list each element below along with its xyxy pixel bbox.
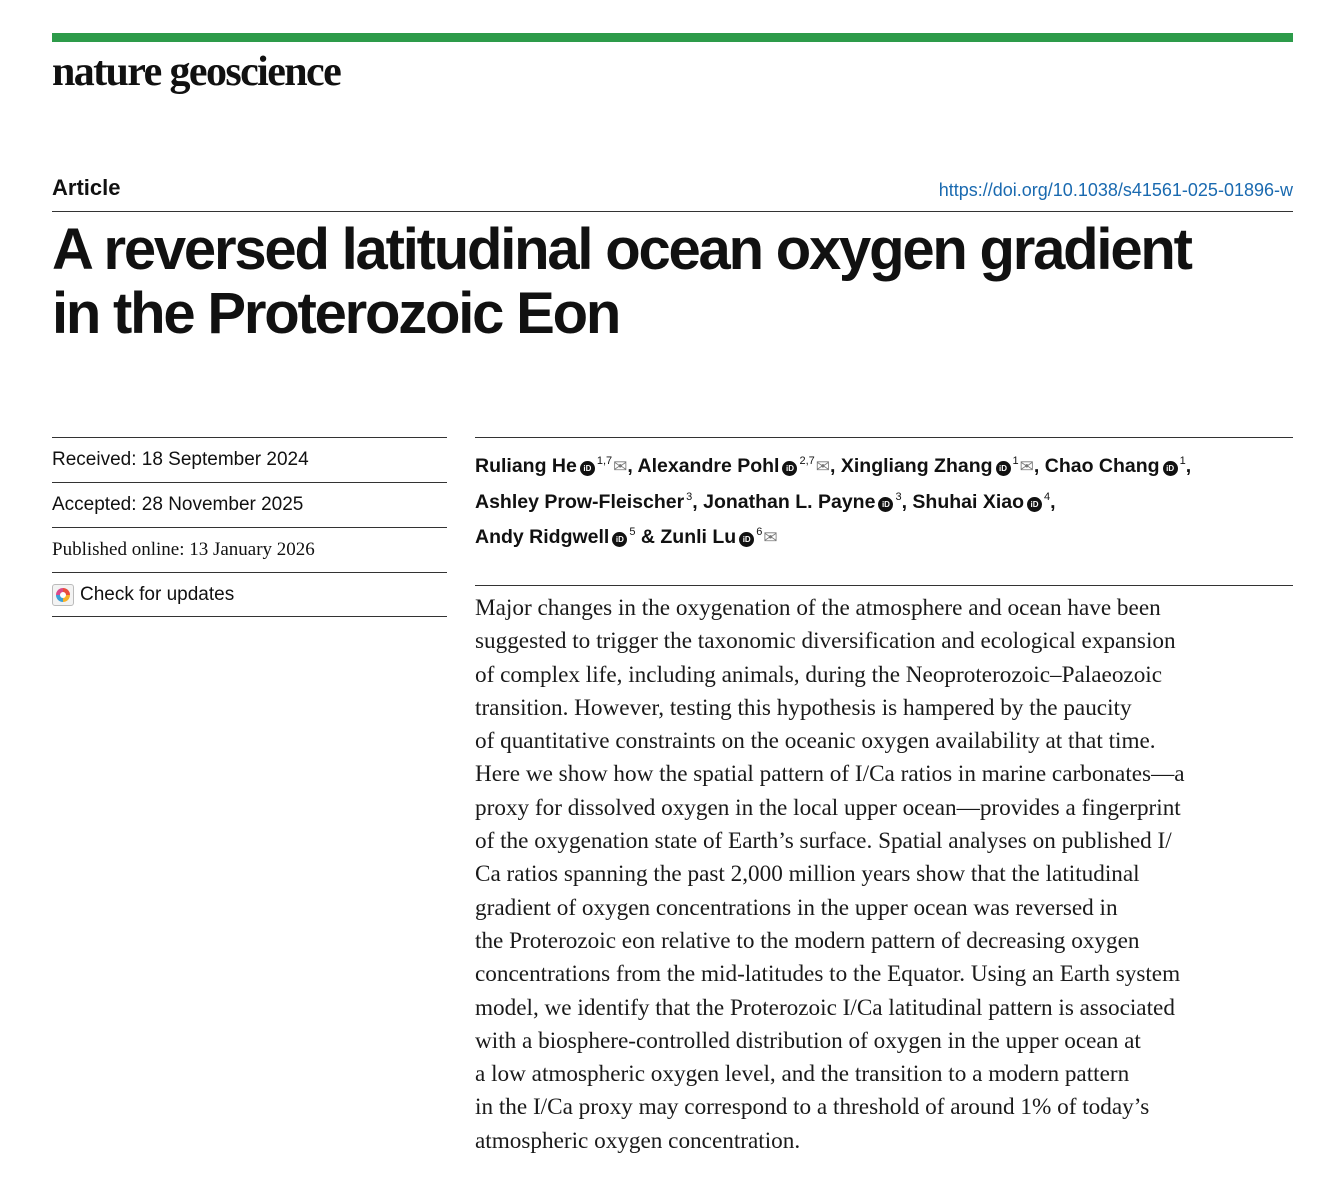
- author-separator: &: [635, 526, 661, 548]
- author-entry: [638, 455, 831, 477]
- author-separator: ,: [901, 491, 913, 513]
- title-line-2: in the Proterozoic Eon: [52, 281, 620, 346]
- author-name[interactable]: Ashley Prow-Fleischer: [475, 491, 685, 513]
- author-entry: [912, 491, 1050, 513]
- abstract-line: proxy for dissolved oxygen in the local upper ocean—provides a fingerprint: [475, 794, 1181, 821]
- author-list: [475, 446, 1305, 553]
- journal-name[interactable]: nature geoscience: [52, 49, 341, 95]
- author-entry: [841, 455, 1034, 477]
- abstract-line: suggested to trigger the taxonomic diversification and ecological expansion: [475, 628, 1176, 655]
- abstract-line: in the I/Ca proxy may correspond to a threshold of around 1% of today’s: [475, 1094, 1150, 1121]
- abstract-line: concentrations from the mid-latitudes to the Equator. Using an Earth system: [475, 961, 1181, 988]
- abstract-line: transition. However, testing this hypothesis is hampered by the paucity: [475, 694, 1132, 721]
- received-date: Received: 18 September 2024: [52, 437, 447, 482]
- abstract-divider: [475, 585, 1293, 586]
- orcid-icon[interactable]: iD: [878, 497, 893, 512]
- author-entry: [1045, 455, 1186, 477]
- abstract-line: of quantitative constraints on the oceanic oxygen availability at that time.: [475, 728, 1156, 755]
- abstract-line: the Proterozoic eon relative to the modern pattern of decreasing oxygen: [475, 927, 1140, 954]
- check-updates-label: Check for updates: [80, 583, 235, 605]
- author-separator: ,: [1050, 491, 1056, 513]
- author-affiliation[interactable]: 1: [1012, 455, 1019, 467]
- author-name[interactable]: Andy Ridgwell: [475, 526, 610, 548]
- author-separator: ,: [830, 455, 841, 477]
- orcid-icon[interactable]: iD: [612, 532, 627, 547]
- check-for-updates-button[interactable]: [52, 572, 447, 617]
- abstract-line: model, we identify that the Proterozoic I/Ca latitudinal pattern is associated: [475, 994, 1175, 1021]
- journal-accent-bar: [52, 33, 1293, 42]
- author-separator: ,: [692, 491, 704, 513]
- abstract-line: atmospheric oxygen concentration.: [475, 1127, 801, 1154]
- author-affiliation[interactable]: 3: [686, 491, 693, 503]
- accepted-date: Accepted: 28 November 2025: [52, 482, 447, 527]
- author-name[interactable]: Chao Chang: [1044, 455, 1160, 477]
- orcid-icon[interactable]: iD: [739, 532, 754, 547]
- author-name[interactable]: Shuhai Xiao: [912, 491, 1025, 513]
- abstract-line: Ca ratios spanning the past 2,000 million years show that the latitudinal: [475, 861, 1140, 888]
- envelope-icon[interactable]: ✉: [613, 457, 628, 476]
- author-affiliation[interactable]: 3: [895, 491, 902, 503]
- article-type: Article: [52, 175, 121, 200]
- orcid-icon[interactable]: iD: [782, 461, 797, 476]
- author-entry: [475, 526, 635, 548]
- author-name[interactable]: Xingliang Zhang: [840, 455, 993, 477]
- author-affiliation[interactable]: 5: [629, 526, 636, 538]
- check-updates-icon: [52, 584, 74, 606]
- authors-divider: [475, 437, 1293, 438]
- envelope-icon[interactable]: ✉: [815, 457, 831, 476]
- abstract-line: of complex life, including animals, during the Neoproterozoic–Palaeozoic: [475, 661, 1163, 688]
- publication-history: [52, 437, 447, 617]
- title-divider: [52, 211, 1293, 212]
- author-separator: ,: [1185, 455, 1192, 477]
- author-affiliation[interactable]: 6: [756, 526, 763, 538]
- envelope-icon[interactable]: ✉: [763, 528, 778, 547]
- published-date: Published online: 13 January 2026: [52, 527, 447, 572]
- author-entry: [475, 491, 692, 513]
- article-title: [52, 218, 1312, 346]
- abstract-line: Here we show how the spatial pattern of I/Ca ratios in marine carbonates—a: [475, 761, 1185, 788]
- orcid-icon[interactable]: iD: [996, 461, 1011, 476]
- orcid-icon[interactable]: iD: [580, 461, 595, 476]
- author-separator: ,: [1033, 455, 1045, 477]
- abstract-line: of the oxygenation state of Earth’s surface. Spatial analyses on published I/: [475, 828, 1172, 855]
- title-line-1: A reversed latitudinal ocean oxygen gradient: [52, 217, 1191, 282]
- author-affiliation[interactable]: 4: [1044, 491, 1051, 503]
- abstract-line: gradient of oxygen concentrations in the upper ocean was reversed in: [475, 894, 1118, 921]
- doi-link[interactable]: https://doi.org/10.1038/s41561-025-01896-w: [938, 180, 1293, 200]
- author-entry: [475, 455, 627, 477]
- abstract: [475, 592, 1293, 1158]
- envelope-icon[interactable]: ✉: [1019, 457, 1034, 476]
- abstract-line: Major changes in the oxygenation of the atmosphere and ocean have been: [475, 595, 1161, 621]
- author-name[interactable]: Ruliang He: [475, 455, 577, 477]
- author-entry: [660, 526, 777, 548]
- author-affiliation[interactable]: 1: [1179, 455, 1186, 467]
- orcid-icon[interactable]: iD: [1027, 497, 1042, 512]
- author-affiliation[interactable]: 1,7: [596, 455, 613, 467]
- author-separator: ,: [627, 455, 638, 477]
- author-name[interactable]: Zunli Lu: [660, 526, 737, 548]
- author-entry: [703, 491, 901, 513]
- abstract-line: a low atmospheric oxygen level, and the transition to a modern pattern: [475, 1061, 1130, 1088]
- author-affiliation[interactable]: 2,7: [799, 455, 815, 467]
- author-name[interactable]: Jonathan L. Payne: [703, 491, 876, 513]
- abstract-line: with a biosphere-controlled distribution of oxygen in the upper ocean at: [475, 1027, 1141, 1054]
- author-name[interactable]: Alexandre Pohl: [637, 455, 780, 477]
- orcid-icon[interactable]: iD: [1163, 461, 1178, 476]
